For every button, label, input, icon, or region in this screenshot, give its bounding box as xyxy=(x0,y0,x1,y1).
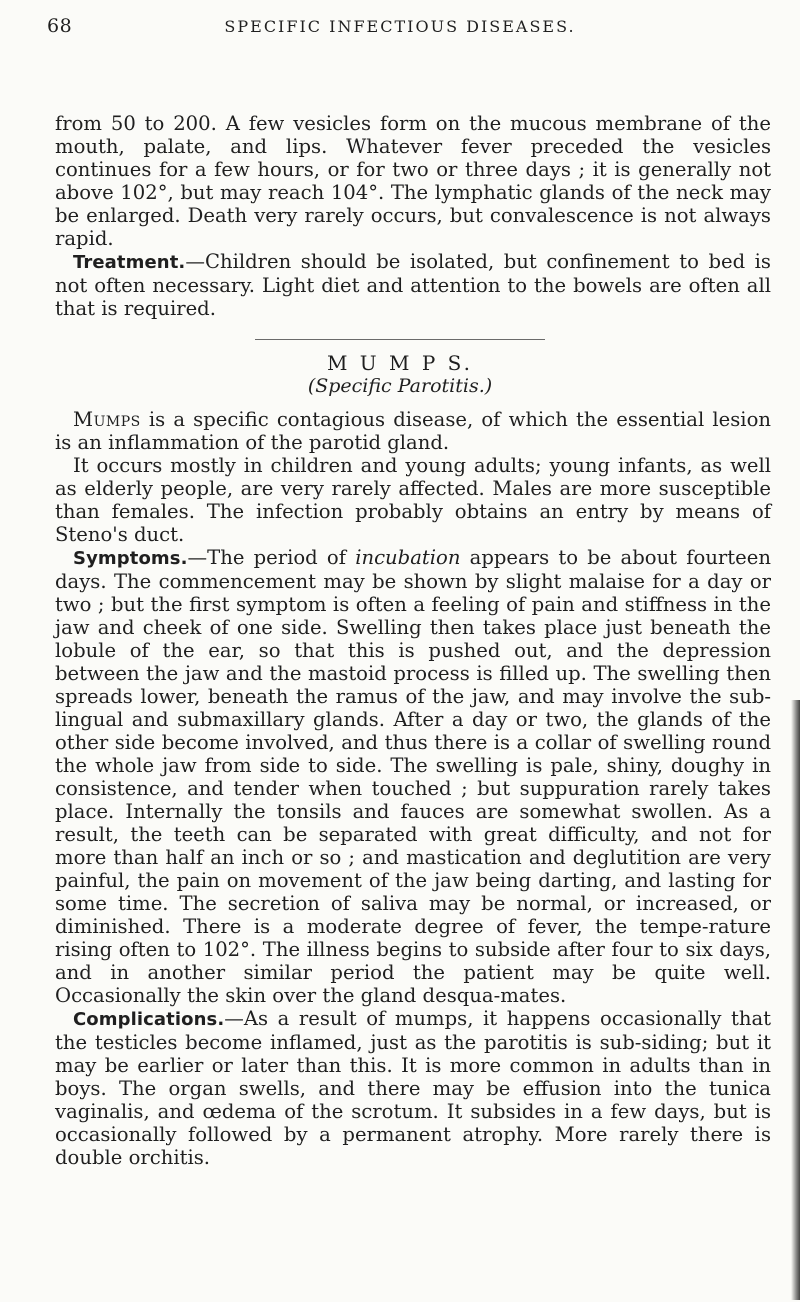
page-number: 68 xyxy=(47,15,73,37)
complications-text: —As a result of mumps, it happens occasionally that the testicles become inflamed, just as the parotitis is sub-siding; but it may be earlier or later than this. It is more common in adults than in boys. The organ swells, and there may be effusion into the tunica vaginalis, and œdema of the scrotum. It subsides in a few days, but is occasionally followed by a permanent atrophy. More rarely there is double orchitis. xyxy=(55,1007,771,1169)
section-divider xyxy=(255,339,545,340)
symptoms-heading: Symptoms. xyxy=(73,548,188,569)
mumps-intro-paragraph xyxy=(55,408,771,454)
symptoms-text: appears to be about fourteen days. The commencement may be shown by slight malaise for a day or two ; but the first symptom is often a feeling of pain and stiffness in the jaw and cheek of one side. Swelling then takes place just beneath the lobule of the ear, so that this is pushed out, and the depression between the jaw and the mastoid process is filled up. The swelling then spreads lower, beneath the ramus of the jaw, and may involve the sub-lingual and submaxillary glands. After a day or two, the glands of the other side become involved, and thus there is a collar of swelling round the whole jaw from side to side. The swelling is pale, shiny, doughy in consistence, and tender when touched ; but suppuration rarely takes place. Internally the tonsils and fauces are somewhat swollen. As a result, the teeth can be separated with great difficulty, and not for more than half an inch or so ; and mastication and deglutition are very painful, the pain on movement of the jaw being darting, and lasting for some time. The secretion of saliva may be normal, or increased, or diminished. There is a moderate degree of fever, the tempe-rature rising often to 102°. The illness begins to subside after four to six days, and in another similar period the patient may be quite well. Occasionally the skin over the gland desqua-mates. xyxy=(55,546,771,1007)
mumps-intro-text: is a specific contagious disease, of which the essential lesion is an inflammation of the parotid gland. xyxy=(55,408,771,454)
symptoms-paragraph xyxy=(55,546,771,1007)
occurrence-paragraph: It occurs mostly in children and young adults; young infants, as well as elderly people, are very rarely affected. Males are more susceptible than females. The infection probably obtains an entry by means of Steno's duct. xyxy=(55,454,771,546)
section-subtitle: (Specific Parotitis.) xyxy=(307,375,493,397)
treatment-text: —Children should be isolated, but confinement to bed is not often necessary. Light diet and attention to the bowels are often all that is required. xyxy=(55,250,771,320)
incubation-term: incubation xyxy=(355,546,461,569)
mumps-body xyxy=(55,408,771,1169)
running-title: SPECIFIC INFECTIOUS DISEASES. xyxy=(224,17,576,36)
treatment-paragraph xyxy=(55,250,771,320)
page-edge-shadow xyxy=(791,700,800,1300)
continuation-block xyxy=(55,112,771,320)
complications-heading: Complications. xyxy=(73,1009,225,1030)
treatment-heading: Treatment. xyxy=(73,252,186,273)
symptoms-prefix: —The period of xyxy=(187,546,356,569)
continuation-paragraph: from 50 to 200. A few vesicles form on the mucous membrane of the mouth, palate, and lips. Whatever fever preceded the vesicles continues for a few hours, or for two or three days ; it is generally not above 102°, but may reach 104°. The lymphatic glands of the neck may be enlarged. Death very rarely occurs, but convalescence is not always rapid. xyxy=(55,112,771,250)
complications-paragraph xyxy=(55,1007,771,1169)
section-title: M U M P S. xyxy=(326,351,474,375)
mumps-lead-word: Mumps xyxy=(73,408,141,431)
